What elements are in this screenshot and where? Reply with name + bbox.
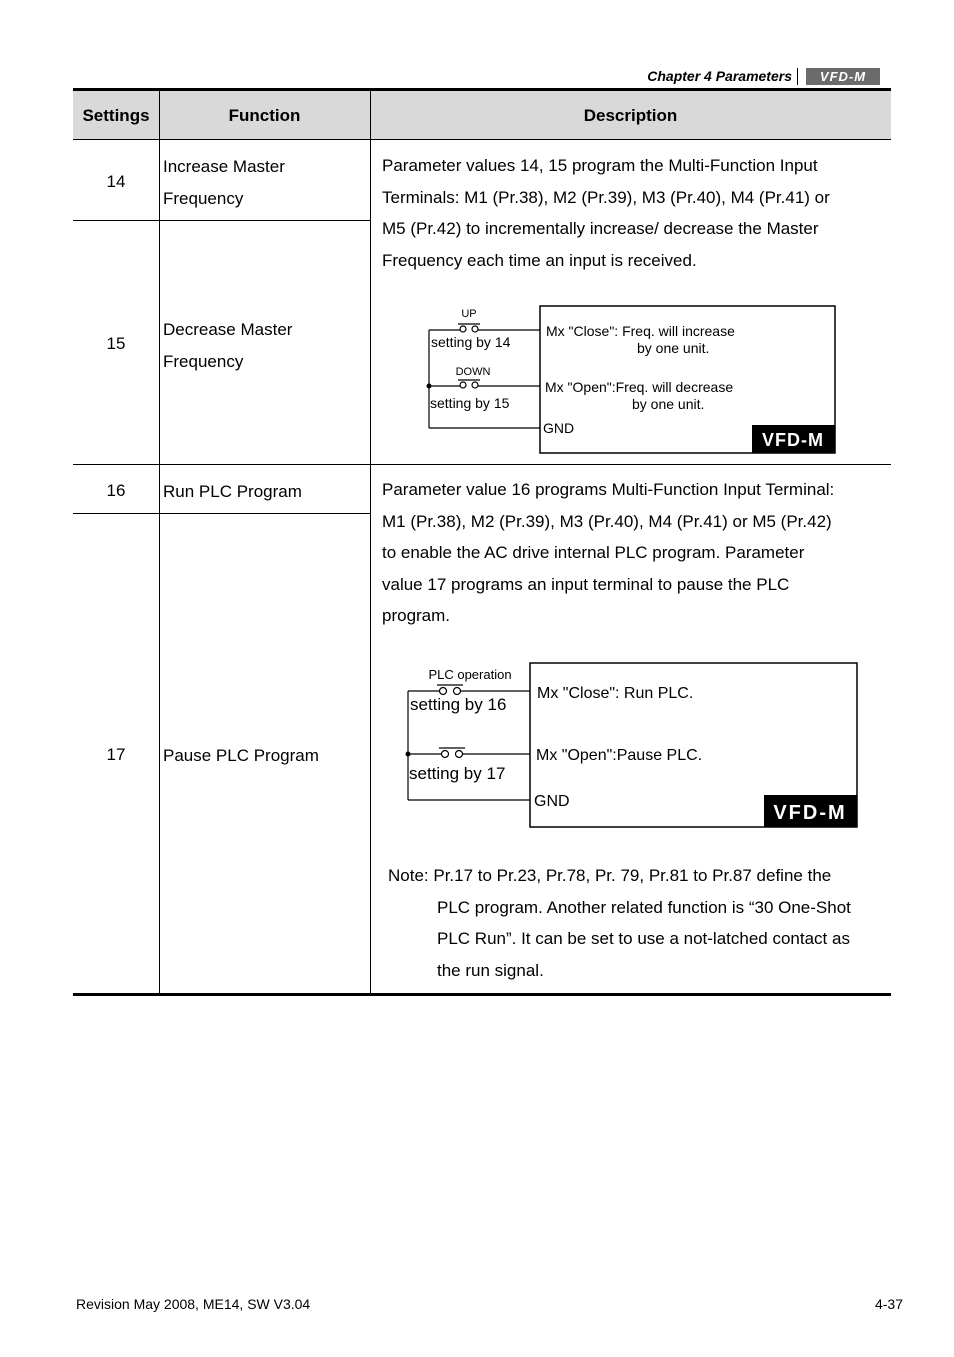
open-text: Mx "Open":Pause PLC. [536, 747, 703, 764]
brand-label: VFD-M [762, 430, 824, 450]
desc-1617-line: program. [382, 606, 451, 625]
row-divider-16 [73, 513, 370, 514]
setting-15: 15 [106, 334, 126, 353]
contact-circle [440, 688, 447, 695]
contact-circle [454, 688, 461, 695]
up-label: UP [461, 308, 477, 320]
function-14 [163, 151, 285, 214]
desc-1415-line: Parameter values 14, 15 program the Multi-Function Input [382, 156, 818, 175]
description-16-17 [382, 474, 882, 632]
function-14-line1: Increase Master [163, 157, 285, 176]
header-separator [797, 68, 798, 85]
note-line: PLC Run”. It can be set to use a not-latched contact as [437, 929, 850, 948]
header-function: Function [228, 106, 301, 125]
function-17: Pause PLC Program [163, 746, 319, 765]
desc-1415-line: M5 (Pr.42) to incrementally increase/ decrease the Master [382, 219, 819, 238]
wiring-diagram-up-down [420, 300, 840, 460]
desc-1415-line: Frequency each time an input is received. [382, 250, 697, 270]
gnd-label: GND [543, 420, 575, 436]
note-line: PLC program. Another related function is “30 One-Shot [437, 897, 851, 917]
junction-dot [406, 752, 411, 757]
setting-16-label: setting by 16 [410, 695, 507, 714]
setting-14-label: setting by 14 [431, 334, 511, 350]
close-text-1: Mx "Close": Freq. will increase [546, 323, 735, 339]
col-divider-1 [159, 91, 160, 994]
contact-circle [472, 382, 478, 388]
wiring-diagram-plc [400, 660, 862, 832]
gnd-label: GND [534, 793, 570, 810]
header-description: Description [583, 106, 678, 125]
page-number: 4-37 [874, 1296, 903, 1312]
description-14-15 [382, 150, 882, 276]
open-text-2: by one unit. [632, 396, 705, 412]
plc-operation-label: PLC operation [428, 667, 512, 682]
function-15-line1: Decrease Master [163, 320, 293, 339]
contact-circle [460, 326, 466, 332]
contact-circle [442, 751, 449, 758]
row-divider-15 [73, 464, 891, 465]
function-15-line2: Frequency [163, 351, 244, 371]
note-line: the run signal. [437, 960, 544, 980]
setting-15-label: setting by 15 [430, 395, 510, 411]
setting-14: 14 [106, 172, 126, 191]
junction-dot [427, 384, 432, 389]
table-bottom-rule [73, 993, 891, 996]
brand-label: VFD-M [773, 802, 847, 824]
down-label: DOWN [455, 366, 491, 378]
function-14-line2: Frequency [163, 188, 244, 208]
desc-1617-line: Parameter value 16 programs Multi-Function Input Terminal: [382, 480, 835, 499]
vfd-m-logo [806, 68, 880, 85]
header-settings: Settings [82, 106, 150, 125]
setting-17: 17 [106, 745, 126, 764]
open-text-1: Mx "Open":Freq. will decrease [545, 379, 734, 395]
note [388, 860, 888, 986]
desc-1617-line: value 17 programs an input terminal to pause the PLC [382, 574, 790, 594]
chapter-title: Chapter 4 Parameters [647, 68, 792, 84]
desc-1617-line: M1 (Pr.38), M2 (Pr.39), M3 (Pr.40), M4 (Pr.41) or M5 (Pr.42) [382, 511, 832, 531]
contact-circle [456, 751, 463, 758]
col-divider-2 [370, 91, 371, 994]
row-divider-14 [73, 220, 370, 221]
footer-revision: Revision May 2008, ME14, SW V3.04 [76, 1296, 311, 1312]
function-15 [163, 314, 292, 377]
setting-16: 16 [106, 481, 126, 500]
desc-1415-line: Terminals: M1 (Pr.38), M2 (Pr.39), M3 (Pr.40), M4 (Pr.41) or [382, 187, 830, 207]
close-text-2: by one unit. [637, 340, 710, 356]
contact-circle [472, 326, 478, 332]
desc-1617-line: to enable the AC drive internal PLC program. Parameter [382, 543, 805, 562]
setting-17-label: setting by 17 [409, 764, 506, 783]
contact-circle [460, 382, 466, 388]
function-16: Run PLC Program [163, 482, 302, 501]
close-text: Mx "Close": Run PLC. [537, 685, 694, 702]
logo-text: VFD-M [819, 69, 867, 84]
note-line: Note: Pr.17 to Pr.23, Pr.78, Pr. 79, Pr.81 to Pr.87 define the [388, 866, 832, 885]
